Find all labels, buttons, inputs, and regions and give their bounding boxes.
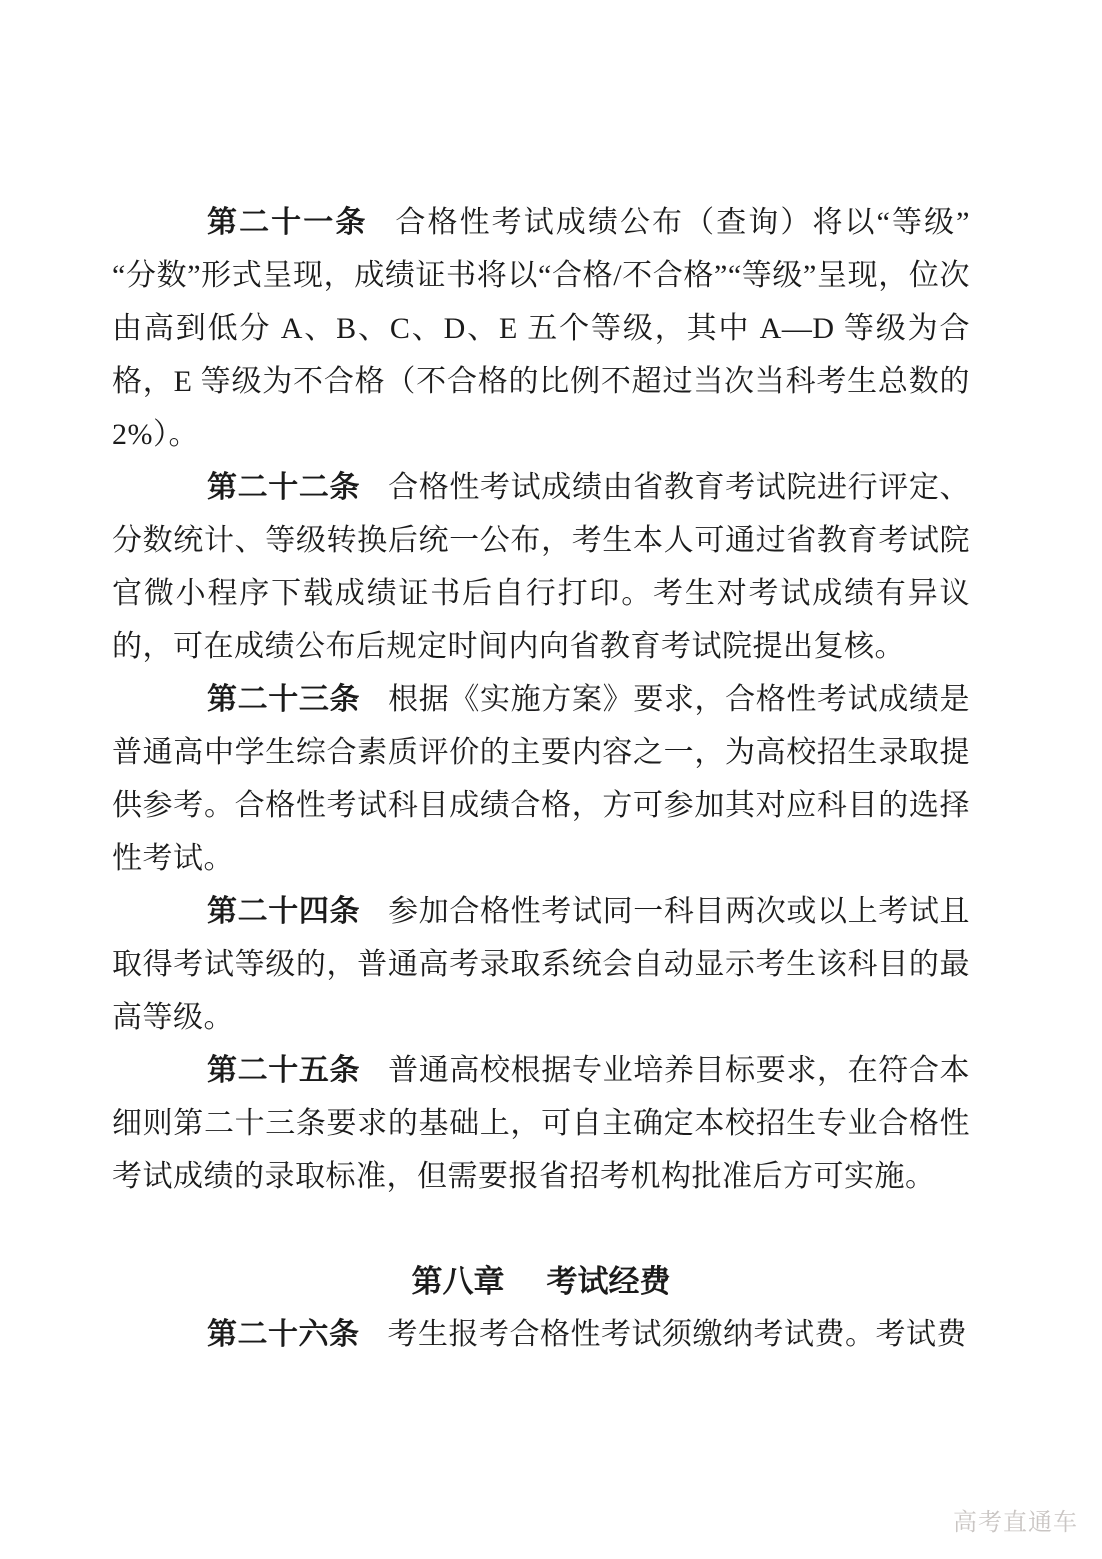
article-25-number: 第二十五条	[207, 1054, 361, 1087]
article-22-text: 合格性考试成绩由省教育考试院进行评定、分数统计、等级转换后统一公布，考生本人可通过省教育考试院官微小程序下载成绩证书后自行打印。考生对考试成绩有异议的，可在成绩公布后规定时间内向省教育考试院提出复核。	[112, 471, 971, 663]
article-21-number: 第二十一条	[207, 206, 368, 239]
chapter-number: 第八章	[411, 1264, 505, 1299]
article-24	[112, 885, 970, 1044]
article-26	[112, 1308, 970, 1361]
article-23-number: 第二十三条	[207, 683, 361, 716]
article-21-text: 合格性考试成绩公布（查询）将以“等级”“分数”形式呈现，成绩证书将以“合格/不合格”“等级”呈现，位次由高到低分 A、B、C、D、E 五个等级，其中 A—D 等级为合格，E 等级为不合格（不合格的比例不超过当次当科考生总数的 2%）。	[112, 206, 970, 451]
chapter-title: 考试经费	[546, 1264, 671, 1299]
article-26-number: 第二十六条	[207, 1318, 360, 1351]
chapter-heading	[112, 1255, 970, 1308]
article-21	[112, 196, 970, 461]
article-25	[112, 1044, 970, 1203]
document-body	[112, 196, 970, 1361]
article-22	[112, 461, 970, 673]
article-24-text: 参加合格性考试同一科目两次或以上考试且取得考试等级的，普通高考录取系统会自动显示考生该科目的最高等级。	[112, 895, 971, 1034]
article-22-number: 第二十二条	[207, 471, 361, 504]
watermark-gaokao-zhitongche: 高考直通车	[953, 1509, 1078, 1536]
article-24-number: 第二十四条	[207, 895, 361, 928]
article-23-text: 根据《实施方案》要求，合格性考试成绩是普通高中学生综合素质评价的主要内容之一，为高校招生录取提供参考。合格性考试科目成绩合格，方可参加其对应科目的选择性考试。	[112, 683, 971, 875]
article-23	[112, 673, 970, 885]
article-25-text: 普通高校根据专业培养目标要求，在符合本细则第二十三条要求的基础上，可自主确定本校招生专业合格性考试成绩的录取标准，但需要报省招考机构批准后方可实施。	[112, 1054, 971, 1193]
article-26-text: 考生报考合格性考试须缴纳考试费。考试费	[387, 1318, 967, 1351]
